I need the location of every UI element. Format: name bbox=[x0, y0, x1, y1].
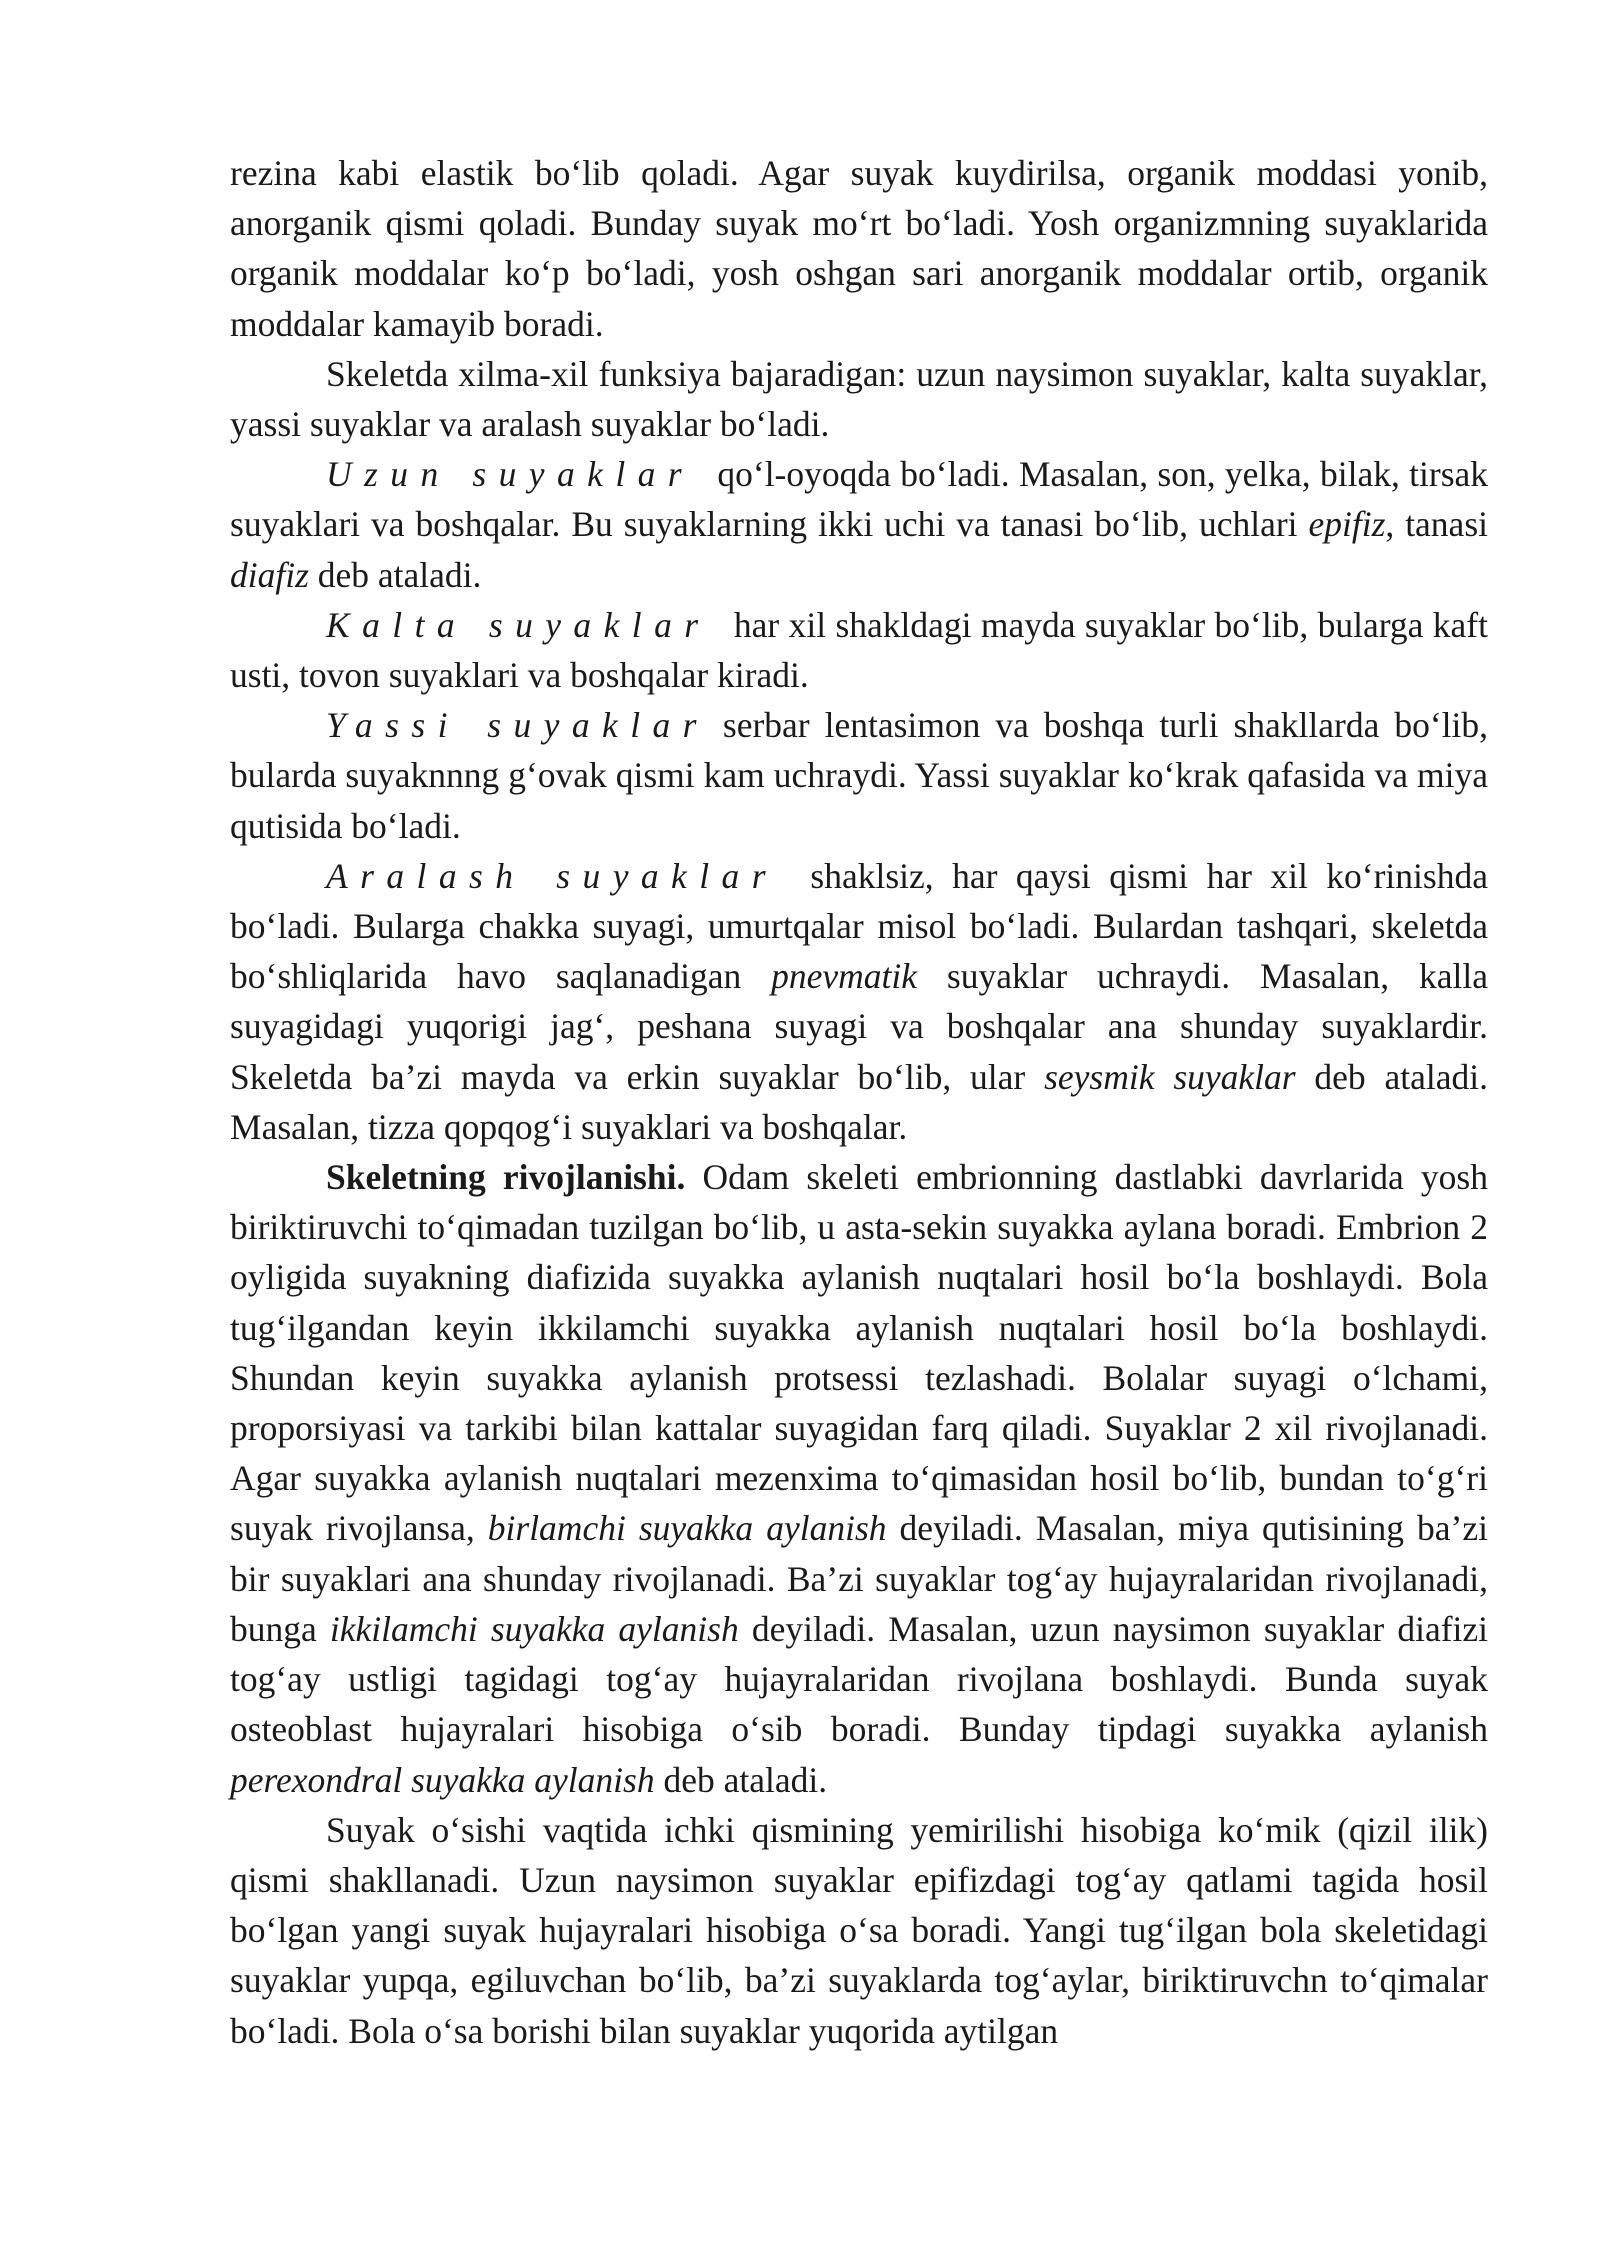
italic-term: diafiz bbox=[230, 554, 309, 595]
text-run: suyaklar uchraydi. Masalan, kalla suyagidagi yuqorigi jag‘, peshana suyagi va boshqalar ana shunday suyaklardir. Skeletda ba’zi mayda va erkin suyaklar bo‘lib, ular bbox=[230, 956, 1489, 1097]
text-run: deb ataladi. bbox=[654, 1759, 828, 1800]
italic-term: perexondral suyakka aylanish bbox=[230, 1759, 655, 1800]
paragraph bbox=[230, 349, 1488, 449]
italic-term: ikkilamchi suyakka aylanish bbox=[329, 1608, 739, 1649]
spaced-term: Yassi suyaklar bbox=[326, 705, 709, 746]
text-run: Skeletda xilma-xil funksiya bajaradigan: uzun naysimon suyaklar, kalta suyaklar, yassi suyaklar va aralash suyaklar bo‘ladi. bbox=[230, 353, 1488, 445]
document-page bbox=[230, 148, 1488, 2056]
spaced-term: Aralash suyaklar bbox=[326, 855, 778, 896]
text-run: Suyak o‘sishi vaqtida ichki qismining yemirilishi hisobiga ko‘mik (qizil ilik) qismi shakllanadi. Uzun naysimon suyaklar epifizdagi tog‘ay qatlami tagida hosil bo‘lgan yangi suyak hujayralari hisobiga o‘sa boradi. Yangi tug‘ilgan bola skeletidagi suyaklar yupqa, egiluvchan bo‘lib, ba’zi suyaklarda tog‘aylar, biriktiruvchn to‘qimalar bo‘ladi. Bola o‘sa borishi bilan suyaklar yuqorida aytilgan bbox=[230, 1809, 1488, 2051]
spaced-term: Kalta suyaklar bbox=[326, 604, 711, 645]
text-run: deyiladi. Masalan, uzun naysimon suyaklar diafizi tog‘ay ustligi tagidagi tog‘ay hujayralaridan rivojlana boshlaydi. Bunda suyak osteoblast hujayralari hisobiga o‘sib boradi. Bunday tipdagi suyakka aylanish bbox=[230, 1608, 1489, 1750]
spaced-term: Uzun suyaklar bbox=[326, 454, 695, 495]
text-run: serbar lentasimon va boshqa turli shakllarda bo‘lib, bularda suyaknnng g‘ovak qismi kam uchraydi. Yassi suyaklar ko‘krak qafasida va miya qutisida bo‘ladi. bbox=[230, 705, 1488, 846]
paragraph bbox=[230, 1805, 1488, 2056]
text-run: deb ataladi. Masalan, tizza qopqog‘i suyaklari va boshqalar. bbox=[230, 1056, 1488, 1147]
section-heading: Skeletning rivojlanishi. bbox=[326, 1157, 686, 1198]
text-run: deyiladi. Masalan, miya qutisining ba’zi bir suyaklari ana shunday rivojlanadi. Ba’zi suyaklar tog‘ay hujayralaridan rivojlanadi, bunga bbox=[230, 1508, 1488, 1649]
italic-term: birlamchi suyakka aylanish bbox=[487, 1508, 887, 1549]
paragraph bbox=[230, 851, 1488, 1152]
paragraph bbox=[230, 600, 1488, 700]
text-run: deb ataladi. bbox=[308, 554, 482, 595]
text-run: qo‘l-oyoqda bo‘ladi. Masalan, son, yelka, bilak, tirsak suyaklari va boshqalar. Bu suyaklarning ikki uchi va tanasi bo‘lib, uchlari bbox=[230, 454, 1489, 545]
italic-term: pnevmatik bbox=[771, 956, 918, 997]
paragraph bbox=[230, 449, 1488, 600]
text-run: har xil shakldagi mayda suyaklar bo‘lib, bularga kaft usti, tovon suyaklari va boshqalar kiradi. bbox=[230, 604, 1488, 696]
italic-term: seysmik suyaklar bbox=[1044, 1056, 1296, 1097]
paragraph bbox=[230, 700, 1488, 851]
text-run: rezina kabi elastik bo‘lib qoladi. Agar suyak kuydirilsa, organik moddasi yonib, anorganik qismi qoladi. Bunday suyak mo‘rt bo‘ladi. Yosh organizmning suyaklarida organik moddalar ko‘p bo‘ladi, yosh oshgan sari anorganik moddalar ortib, organik moddalar kamayib boradi. bbox=[230, 153, 1488, 344]
paragraph bbox=[230, 1152, 1488, 1805]
text-run: shaklsiz, har qaysi qismi har xil ko‘rinishda bo‘ladi. Bularga chakka suyagi, umurtqalar misol bo‘ladi. Bulardan tashqari, skeletda bo‘shliqlarida havo saqlanadigan bbox=[230, 855, 1488, 997]
italic-term: epifiz bbox=[1308, 504, 1386, 545]
paragraph bbox=[230, 148, 1488, 349]
text-run: Odam skeleti embrionning dastlabki davrlarida yosh biriktiruvchi to‘qimadan tuzilgan bo‘lib, u asta-sekin suyakka aylana boradi. Embrion 2 oyligida suyakning diafizida suyakka aylanish nuqtalari hosil bo‘la boshlaydi. Bola tug‘ilgandan keyin ikkilamchi suyakka aylanish nuqtalari hosil bo‘la boshlaydi. Shundan keyin suyakka aylanish protsessi tezlashadi. Bolalar suyagi o‘lchami, proporsiyasi va tarkibi bilan kattalar suyagidan farq qiladi. Suyaklar 2 xil rivojlanadi. Agar suyakka aylanish nuqtalari mezenxima to‘qimasidan hosil bo‘lib, bundan to‘g‘ri suyak rivojlansa, bbox=[230, 1157, 1488, 1549]
text-run: , tanasi bbox=[1385, 504, 1488, 545]
